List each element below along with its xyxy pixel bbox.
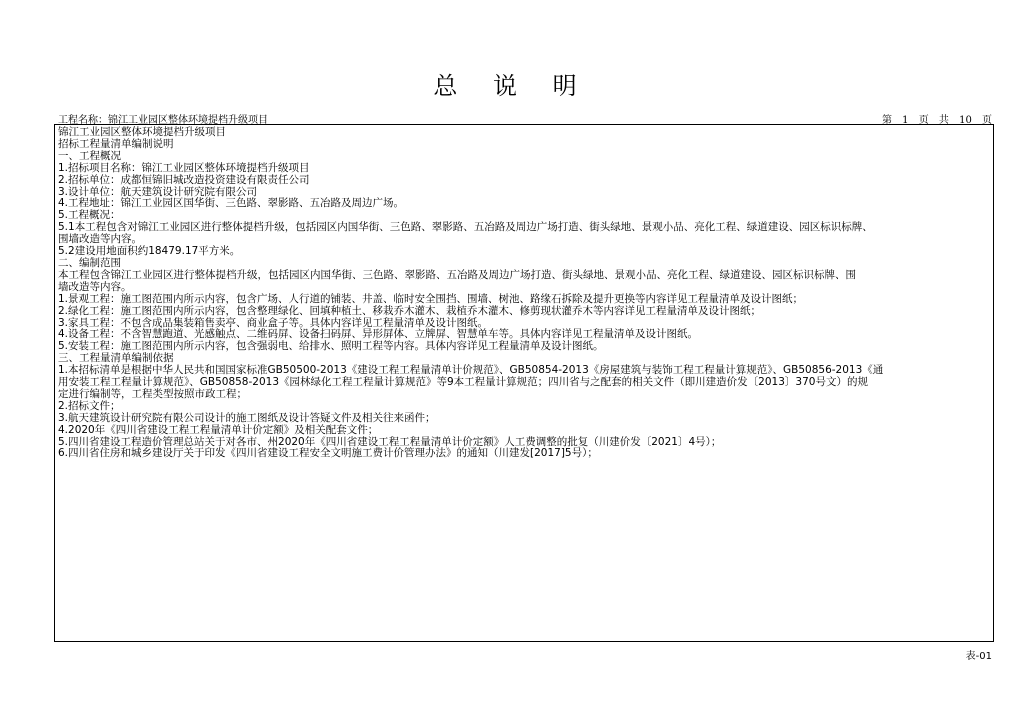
text-line: 锦江工业园区整体环境提档升级项目 xyxy=(58,126,226,138)
section-heading: 三、工程量清单编制依据 xyxy=(58,352,174,365)
section-heading: 一、工程概况 xyxy=(58,149,121,162)
page-ye2: 页 xyxy=(982,115,992,126)
text-line: 1.本招标清单是根据中华人民共和国国家标准GB50500-2013《建设工程工程量清单计价规范》、GB50854-2013《房屋建筑与装饰工程工程量计算规范》、GB50856-2013《通 xyxy=(58,364,884,377)
text-line: 4.工程地址：锦江工业园区国华街、三色路、翠影路、五冶路及周边广场。 xyxy=(58,197,405,210)
text-line: 1.景观工程：施工图范围内所示内容，包含广场、人行道的铺装、井盖、临时安全围挡、围墙、树池、路缘石拆除及提升更换等内容详见工程量清单及设计图纸； xyxy=(58,292,804,305)
text-line: 5.工程概况： xyxy=(58,209,121,222)
text-line: 2.绿化工程：施工图范围内所示内容，包含整理绿化、回填种植土、移栽乔木灌木、栽植乔木灌木、修剪现状灌乔木等内容详见工程量清单及设计图纸； xyxy=(58,304,762,317)
text-line: 5.1本工程包含对锦江工业园区进行整体提档升级，包括园区内国华街、三色路、翠影路、五冶路及周边广场打造、街头绿地、景观小品、亮化工程、绿道建设、园区标识标牌、 xyxy=(58,221,873,234)
text-line: 4.2020年《四川省建设工程工程量清单计价定额》及相关配套文件； xyxy=(58,423,379,436)
description-frame xyxy=(54,124,994,642)
text-line: 5.安装工程：施工图范围内所示内容，包含强弱电、给排水、照明工程等内容。具体内容详见工程量清单及设计图纸。 xyxy=(58,340,604,353)
text-line: 1.招标项目名称：锦江工业园区整体环境提档升级项目 xyxy=(58,161,310,174)
text-line: 3.设计单位：航天建筑设计研究院有限公司 xyxy=(58,185,258,198)
form-code: 表-01 xyxy=(965,651,992,662)
page-ye: 页 xyxy=(918,115,929,126)
section-heading: 二、编制范围 xyxy=(58,256,121,269)
text-line: 2.招标单位：成都恒锦旧城改造投资建设有限责任公司 xyxy=(58,173,310,186)
text-line: 4.设备工程：不含智慧跑道、光感触点、二维码屏、设备扫码屏、异形屏体、立牌屏、智慧单车等。具体内容详见工程量清单及设计图纸。 xyxy=(58,328,699,341)
text-line: 用安装工程工程量计算规范》、GB50858-2013《园林绿化工程工程量计算规范》等9本工程量计算规范；四川省与之配套的相关文件（即川建造价发〔2013〕370号文）的规 xyxy=(58,376,868,389)
page-total: 10 xyxy=(959,115,972,126)
page-title: 总 说 明 xyxy=(433,72,591,100)
text-line: 定进行编制等，工程类型按照市政工程； xyxy=(58,387,247,400)
project-name-label: 工程名称：锦江工业园区整体环境提档升级项目 xyxy=(58,115,268,126)
text-line: 本工程包含锦江工业园区进行整体提档升级，包括园区内国华街、三色路、翠影路、五冶路及周边广场打造、街头绿地、景观小品、亮化工程、绿道建设、园区标识标牌、围 xyxy=(58,268,856,281)
text-line: 6.四川省住房和城乡建设厅关于印发《四川省建设工程安全文明施工费计价管理办法》的通知（川建发[2017]5号）； xyxy=(58,447,598,460)
page-di: 第 xyxy=(881,115,892,126)
page-number: 1 xyxy=(902,115,909,126)
text-line: 5.2建设用地面积约18479.17平方米。 xyxy=(58,245,241,258)
page-gong: 共 xyxy=(938,115,949,126)
text-line: 2.招标文件； xyxy=(58,399,121,412)
text-line: 5.四川省建设工程造价管理总站关于对各市、州2020年《四川省建设工程工程量清单计价定额》人工费调整的批复（川建价发〔2021〕4号）； xyxy=(58,435,722,448)
text-line: 墙改造等内容。 xyxy=(58,280,132,293)
text-line: 招标工程量清单编制说明 xyxy=(58,137,174,150)
text-line: 3.航天建筑设计研究院有限公司设计的施工图纸及设计答疑文件及相关往来函件； xyxy=(58,411,436,424)
text-line: 围墙改造等内容。 xyxy=(58,233,142,246)
text-line: 3.家具工程：不包含成品集装箱售卖亭、商业盒子等。具体内容详见工程量清单及设计图纸。 xyxy=(58,316,489,329)
